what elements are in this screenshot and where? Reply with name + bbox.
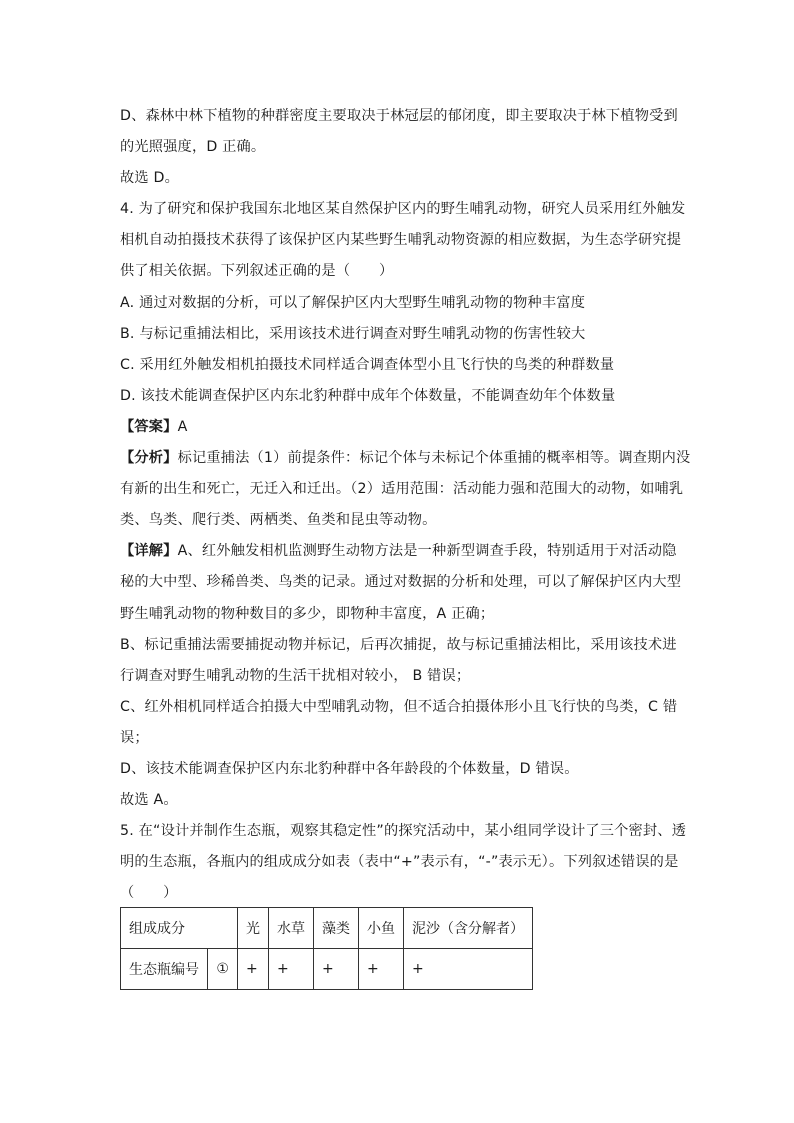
document-body: [120, 101, 691, 909]
detail-line: [120, 536, 680, 567]
text-line: B、标记重捕法需要捕捉动物并标记，后再次捕捉，故与标记重捕法相比，采用该技术进: [120, 636, 677, 653]
analysis-tag: 【分析】: [120, 450, 178, 467]
table-row: [121, 949, 533, 990]
answer-value: A: [177, 418, 188, 435]
table-cell: ①: [208, 949, 238, 990]
text-line: D、该技术能调查保护区内东北豹种群中各年龄段的个体数量，D 错误。: [120, 760, 579, 777]
table-cell: 小鱼: [359, 908, 404, 949]
table-header-row: [121, 908, 533, 949]
text-line: 明的生态瓶，各瓶内的组成成分如表（表中“+”表示有，“-”表示无）。下列叙述错误的是: [120, 854, 679, 871]
option-c: C. 采用红外触发相机拍摄技术同样适合调查体型小且飞行快的鸟类的种群数量: [120, 356, 615, 373]
detail-tag: 【详解】: [120, 543, 178, 560]
table-cell: 组成成分: [121, 908, 238, 949]
answer-line: [120, 412, 680, 443]
text-line: 行调查对野生哺乳动物的生活干扰相对较小， B 错误；: [120, 667, 471, 684]
text-line: 供了相关依据。下列叙述正确的是（ ）: [120, 263, 394, 280]
text-line: D、森林中林下植物的种群密度主要取决于林冠层的郁闭度，即主要取决于林下植物受到: [120, 108, 678, 124]
table-cell: 光: [238, 908, 269, 949]
composition-table: [120, 907, 533, 990]
detail-text: A、红外触发相机监测野生动物方法是一种新型调查手段，特别适用于对活动隐: [177, 543, 677, 560]
table-cell: +: [269, 949, 314, 990]
table-cell: +: [359, 949, 404, 990]
answer-tag: 【答案】: [120, 418, 178, 435]
text-line: 故选 A。: [120, 792, 178, 809]
table-cell: 泥沙（含分解者）: [404, 908, 533, 949]
option-b: B. 与标记重捕法相比，采用该技术进行调查对野生哺乳动物的伤害性较大: [120, 325, 586, 342]
text-line: 秘的大中型、珍稀兽类、鸟类的记录。通过对数据的分析和处理，可以了解保护区内大型: [120, 574, 682, 591]
text-line: 类、鸟类、爬行类、两栖类、鱼类和昆虫等动物。: [120, 512, 437, 529]
option-a: A. 通过对数据的分析，可以了解保护区内大型野生哺乳动物的物种丰富度: [120, 294, 586, 311]
text-line: 野生哺乳动物的物种数目的多少，即物种丰富度，A 正确；: [120, 605, 495, 622]
text-line: 有新的出生和死亡，无迁入和迁出。（2）适用范围：活动能力强和范围大的动物，如哺乳: [120, 481, 684, 498]
text-line: 的光照强度，D 正确。: [120, 139, 266, 156]
text-line: 相机自动拍摄技术获得了该保护区内某些野生哺乳动物资源的相应数据，为生态学研究提: [120, 232, 682, 249]
text-line: 误；: [120, 729, 149, 746]
analysis-text: 标记重捕法（1）前提条件：标记个体与未标记个体重捕的概率相等。调查期内没: [177, 450, 691, 467]
table-cell: 藻类: [314, 908, 359, 949]
table-cell: 水草: [269, 908, 314, 949]
analysis-line: [120, 443, 691, 474]
table-cell: +: [404, 949, 533, 990]
table-cell: +: [238, 949, 269, 990]
text-line: （ ）: [120, 885, 178, 902]
option-d: D. 该技术能调查保护区内东北豹种群中成年个体数量，不能调查幼年个体数量: [120, 387, 616, 404]
text-line: C、红外相机同样适合拍摄大中型哺乳动物，但不适合拍摄体形小且飞行快的鸟类，C 错: [120, 698, 678, 715]
table-cell: 生态瓶编号: [121, 949, 208, 990]
table-cell: +: [314, 949, 359, 990]
text-line: 故选 D。: [120, 170, 179, 187]
question-4-stem: 4. 为了研究和保护我国东北地区某自然保护区内的野生哺乳动物，研究人员采用红外触发: [120, 201, 686, 218]
question-5-stem: 5. 在“设计并制作生态瓶，观察其稳定性”的探究活动中，某小组同学设计了三个密封、透: [120, 823, 687, 840]
